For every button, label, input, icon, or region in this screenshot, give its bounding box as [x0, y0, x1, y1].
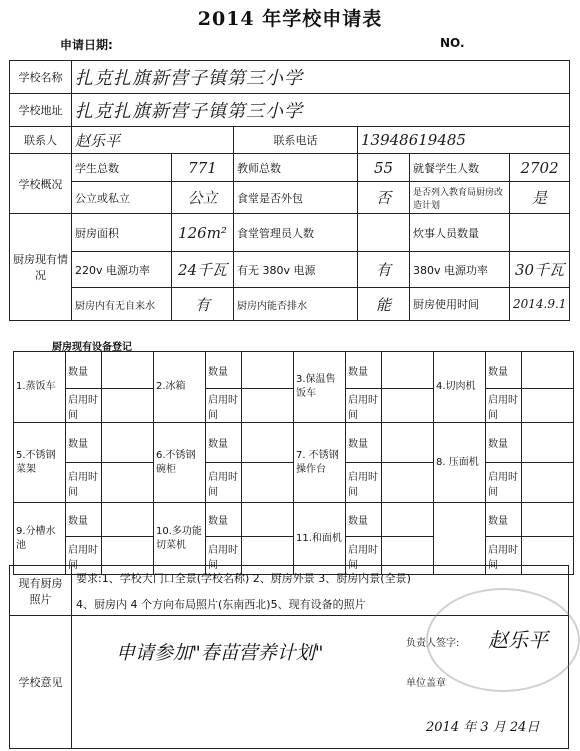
equipment-quantity-label: 数量	[206, 503, 242, 537]
equipment-item-name: 8. 压面机	[434, 423, 486, 503]
public-label: 公立或私立	[72, 182, 172, 214]
teachers-field[interactable]	[358, 154, 410, 182]
usage-label: 厨房使用时间	[410, 288, 510, 321]
equipment-quantity-field[interactable]	[242, 503, 294, 537]
equipment-start-time-label: 启用时间	[486, 463, 522, 503]
equipment-quantity-label: 数量	[206, 352, 242, 389]
equipment-item-name: 11.和面机	[294, 503, 346, 575]
water-value: 有	[194, 295, 210, 314]
opinion-value: 申请参加"春苗营养计划"	[116, 642, 324, 664]
signer-label: 负责人签字:	[406, 638, 460, 649]
school-name-label: 学校名称	[10, 61, 72, 94]
managers-label: 食堂管理员人数	[234, 214, 358, 252]
equipment-start-time-field[interactable]	[102, 389, 154, 423]
area-label: 厨房面积	[72, 214, 172, 252]
page-title: 2014 年学校申请表	[197, 8, 383, 30]
equipment-start-time-field[interactable]	[382, 389, 434, 423]
equipment-start-time-label: 启用时间	[66, 463, 102, 503]
equipment-quantity-label: 数量	[486, 352, 522, 389]
equipment-start-time-label: 启用时间	[346, 389, 382, 423]
managers-field[interactable]	[358, 214, 410, 252]
equipment-item-name: 3.保温售饭车	[294, 352, 346, 423]
phone-value: 13948619485	[361, 131, 466, 149]
cooks-label: 炊事人员数量	[410, 214, 510, 252]
teachers-value: 55	[373, 158, 394, 177]
has380-label: 有无 380v 电源	[234, 252, 358, 288]
equipment-start-time-field[interactable]	[382, 463, 434, 503]
drain-value: 能	[375, 295, 391, 314]
phone-field[interactable]	[358, 127, 570, 154]
equipment-item-name	[434, 503, 486, 575]
drain-label: 厨房内能否排水	[234, 288, 358, 321]
outsourced-label: 食堂是否外包	[234, 182, 358, 214]
drain-field[interactable]	[358, 288, 410, 321]
equipment-quantity-label: 数量	[346, 423, 382, 463]
equipment-start-time-label: 启用时间	[486, 389, 522, 423]
equipment-quantity-field[interactable]	[522, 503, 574, 537]
application-date-label: 申请日期:	[60, 38, 113, 52]
equipment-quantity-label: 数量	[66, 503, 102, 537]
area-value: 126m²	[178, 223, 227, 242]
equipment-start-time-label: 启用时间	[66, 389, 102, 423]
plan-label: 是否列入教育局厨房改造计划	[410, 182, 510, 214]
outsourced-value: 否	[375, 189, 391, 207]
equipment-item-name: 10.多功能切菜机	[154, 503, 206, 575]
contact-label: 联系人	[10, 127, 72, 154]
equipment-item-name: 2.冰箱	[154, 352, 206, 423]
equipment-item-name: 6.不锈钢碗柜	[154, 423, 206, 503]
water-field[interactable]	[172, 288, 234, 321]
form-number-label: NO.	[440, 36, 465, 50]
photos-opinion-table	[9, 565, 569, 749]
has380-field[interactable]	[358, 252, 410, 288]
equipment-section-title: 厨房现有设备登记	[52, 342, 132, 353]
school-address-field[interactable]	[72, 94, 570, 127]
power380-field[interactable]	[510, 252, 570, 288]
equipment-quantity-field[interactable]	[102, 352, 154, 389]
equipment-item-name: 9.分槽水池	[14, 503, 66, 575]
equipment-quantity-label: 数量	[66, 423, 102, 463]
public-field[interactable]	[172, 182, 234, 214]
dining-value: 2702	[520, 158, 559, 177]
kitchen-section-label: 厨房现有情况	[10, 214, 72, 321]
cooks-field[interactable]	[510, 214, 570, 252]
photos-requirement-line-2: 4、厨房内 4 个方向布局照片(东南西北)5、现有设备的照片	[76, 597, 366, 611]
students-field[interactable]	[172, 154, 234, 182]
equipment-quantity-label: 数量	[346, 352, 382, 389]
opinion-date: 2014 年 3 月 24日	[426, 720, 540, 735]
plan-field[interactable]	[510, 182, 570, 214]
equipment-start-time-field[interactable]	[522, 389, 574, 423]
equipment-table	[13, 351, 574, 575]
outsourced-field[interactable]	[358, 182, 410, 214]
seal-label: 单位盖章	[406, 678, 446, 689]
power220-label: 220v 电源功率	[72, 252, 172, 288]
school-name-field[interactable]	[72, 61, 570, 94]
dining-label: 就餐学生人数	[410, 154, 510, 182]
power380-value: 30千瓦	[514, 261, 565, 279]
dining-field[interactable]	[510, 154, 570, 182]
signer-signature: 赵乐平	[488, 628, 548, 652]
school-name-value: 扎克扎旗新营子镇第三小学	[75, 68, 303, 89]
equipment-quantity-field[interactable]	[242, 423, 294, 463]
has380-value: 有	[375, 261, 391, 279]
plan-value: 是	[532, 189, 548, 207]
usage-field[interactable]	[510, 288, 570, 321]
teachers-label: 教师总数	[234, 154, 358, 182]
students-value: 771	[188, 158, 217, 177]
equipment-quantity-field[interactable]	[522, 352, 574, 389]
school-address-value: 扎克扎旗新营子镇第三小学	[75, 101, 303, 122]
equipment-start-time-field[interactable]	[242, 463, 294, 503]
equipment-quantity-field[interactable]	[382, 503, 434, 537]
equipment-quantity-label: 数量	[486, 423, 522, 463]
equipment-start-time-label: 启用时间	[206, 389, 242, 423]
water-label: 厨房内有无自来水	[72, 288, 172, 321]
area-field[interactable]	[172, 214, 234, 252]
equipment-quantity-field[interactable]	[522, 423, 574, 463]
equipment-start-time-field[interactable]	[242, 389, 294, 423]
public-value: 公立	[187, 189, 218, 207]
equipment-quantity-label: 数量	[346, 503, 382, 537]
equipment-item-name: 4.切肉机	[434, 352, 486, 423]
equipment-start-time-label: 启用时间	[346, 463, 382, 503]
opinion-field[interactable]	[72, 616, 569, 749]
equipment-item-name: 7. 不锈钢操作台	[294, 423, 346, 503]
phone-label: 联系电话	[234, 127, 358, 154]
opinion-label: 学校意见	[10, 616, 72, 749]
equipment-quantity-label: 数量	[206, 423, 242, 463]
school-info-table	[9, 60, 570, 321]
equipment-quantity-field[interactable]	[102, 423, 154, 463]
students-label: 学生总数	[72, 154, 172, 182]
equipment-start-time-label: 启用时间	[486, 537, 522, 575]
photos-requirement-line-1: 要求:1、学校大门口全景(学校名称) 2、厨房外景 3、厨房内景(全景)	[76, 571, 411, 585]
equipment-item-name: 5.不锈钢菜架	[14, 423, 66, 503]
equipment-quantity-label: 数量	[66, 352, 102, 389]
usage-value: 2014.9.1	[513, 297, 567, 311]
equipment-start-time-label: 启用时间	[206, 463, 242, 503]
power220-value: 24千瓦	[177, 261, 228, 279]
contact-field[interactable]	[72, 127, 234, 154]
equipment-start-time-field[interactable]	[522, 463, 574, 503]
power380-label: 380v 电源功率	[410, 252, 510, 288]
equipment-quantity-field[interactable]	[102, 503, 154, 537]
equipment-quantity-field[interactable]	[382, 423, 434, 463]
equipment-quantity-field[interactable]	[382, 352, 434, 389]
school-address-label: 学校地址	[10, 94, 72, 127]
equipment-start-time-label: 启用时间	[206, 537, 242, 575]
equipment-start-time-label: 启用时间	[66, 537, 102, 575]
equipment-quantity-label: 数量	[486, 503, 522, 537]
power220-field[interactable]	[172, 252, 234, 288]
contact-value: 赵乐平	[75, 131, 121, 150]
overview-label: 学校概况	[10, 154, 72, 214]
photos-label: 现有厨房照片	[10, 566, 72, 616]
equipment-quantity-field[interactable]	[242, 352, 294, 389]
equipment-start-time-label: 启用时间	[346, 537, 382, 575]
equipment-item-name: 1.蒸饭车	[14, 352, 66, 423]
equipment-start-time-field[interactable]	[102, 463, 154, 503]
